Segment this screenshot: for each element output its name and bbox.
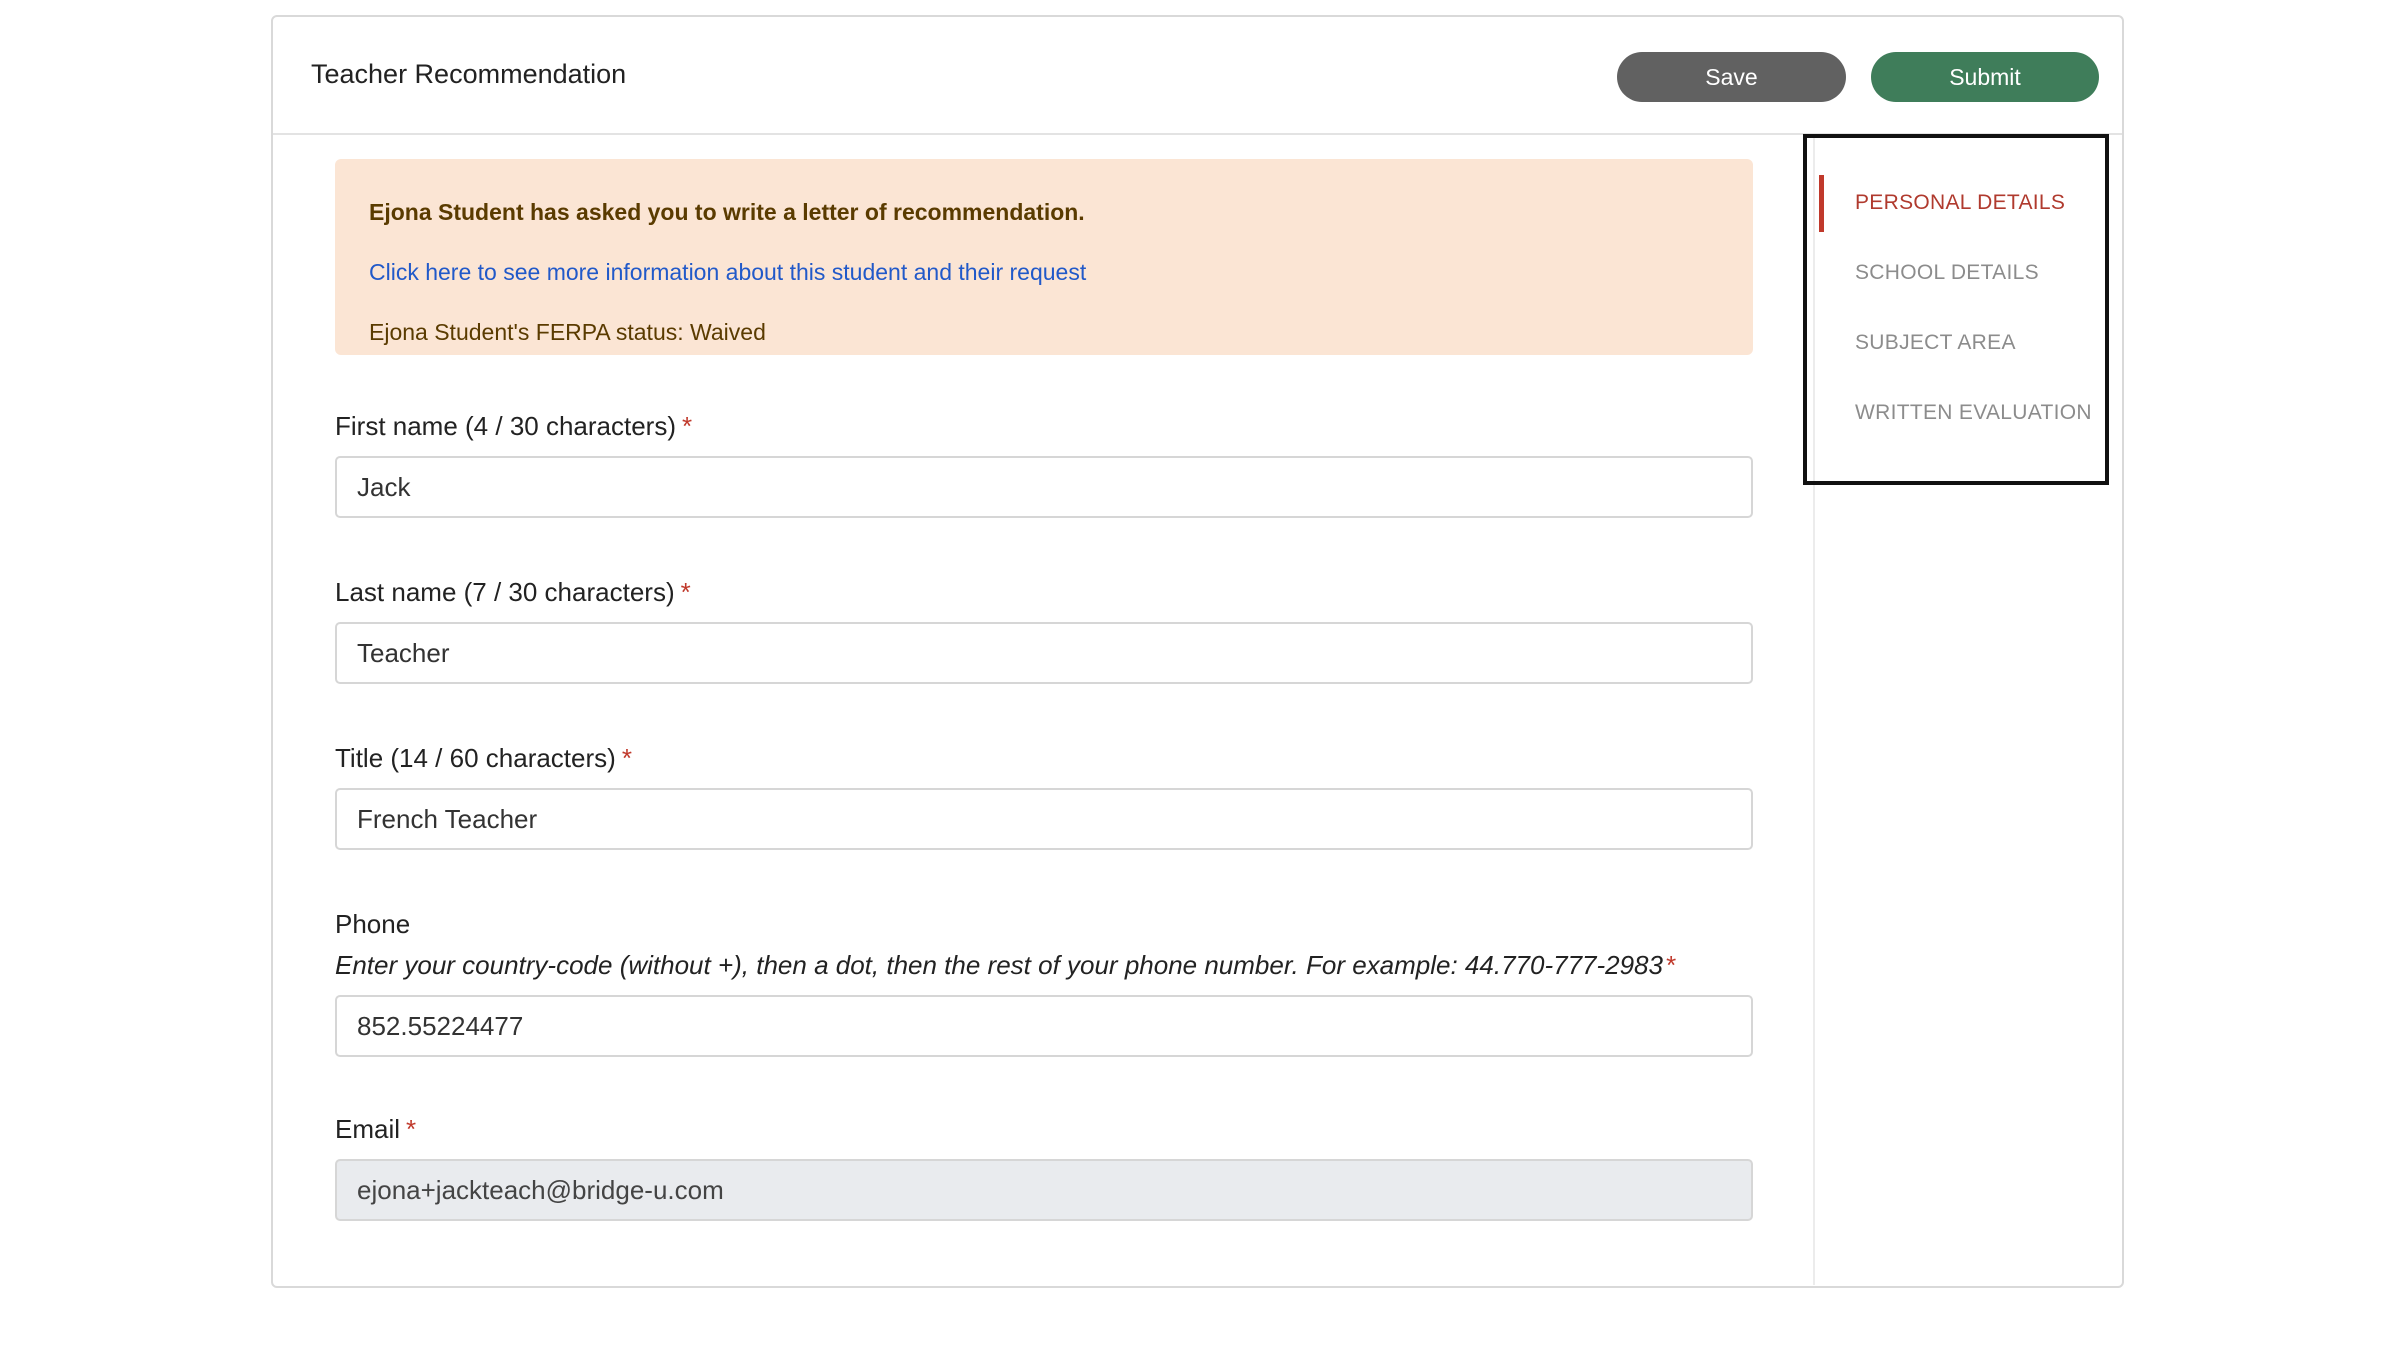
required-marker: * xyxy=(1664,950,1676,980)
recommendation-card xyxy=(271,15,2124,1288)
last-name-label: Last name (7 / 30 characters) * xyxy=(335,577,691,607)
required-marker: * xyxy=(680,577,691,607)
nav-written-evaluation[interactable]: WRITTEN EVALUATION xyxy=(1855,401,2092,424)
required-marker: * xyxy=(406,1114,417,1144)
ferpa-status: Ejona Student's FERPA status: Waived xyxy=(369,319,766,345)
last-name-input[interactable] xyxy=(335,622,1753,684)
phone-input[interactable] xyxy=(335,995,1753,1057)
phone-label: Phone xyxy=(335,909,411,939)
notice-request-text: Ejona Student has asked you to write a letter of recommendation. xyxy=(369,199,1085,225)
first-name-label: First name (4 / 30 characters) * xyxy=(335,411,693,441)
last-name-field-group xyxy=(335,577,1753,684)
section-nav xyxy=(1803,134,2109,485)
required-marker: * xyxy=(682,411,693,441)
first-name-field-group xyxy=(335,411,1753,518)
active-section-indicator xyxy=(1819,175,1824,232)
submit-button[interactable]: Submit xyxy=(1871,52,2099,102)
nav-school-details[interactable]: SCHOOL DETAILS xyxy=(1855,261,2039,284)
title-label: Title (14 / 60 characters) * xyxy=(335,743,632,773)
required-marker: * xyxy=(621,743,632,773)
title-field-group xyxy=(335,743,1753,850)
phone-field-group xyxy=(335,909,1753,1057)
email-field-group xyxy=(335,1114,1753,1221)
page-title: Teacher Recommendation xyxy=(311,59,627,89)
student-info-link[interactable]: Click here to see more information about this student and their request xyxy=(369,259,1087,285)
nav-subject-area[interactable]: SUBJECT AREA xyxy=(1855,331,2016,354)
phone-hint: Enter your country-code (without +), then a dot, then the rest of your phone number. For example: 44.770-777-2983* xyxy=(335,950,1676,980)
title-input[interactable] xyxy=(335,788,1753,850)
email-input xyxy=(335,1159,1753,1221)
first-name-input[interactable] xyxy=(335,456,1753,518)
email-label: Email * xyxy=(335,1114,417,1144)
nav-personal-details[interactable]: PERSONAL DETAILS xyxy=(1855,191,2066,214)
save-button[interactable]: Save xyxy=(1617,52,1846,102)
page-header xyxy=(273,17,2122,135)
request-notice xyxy=(335,159,1753,355)
